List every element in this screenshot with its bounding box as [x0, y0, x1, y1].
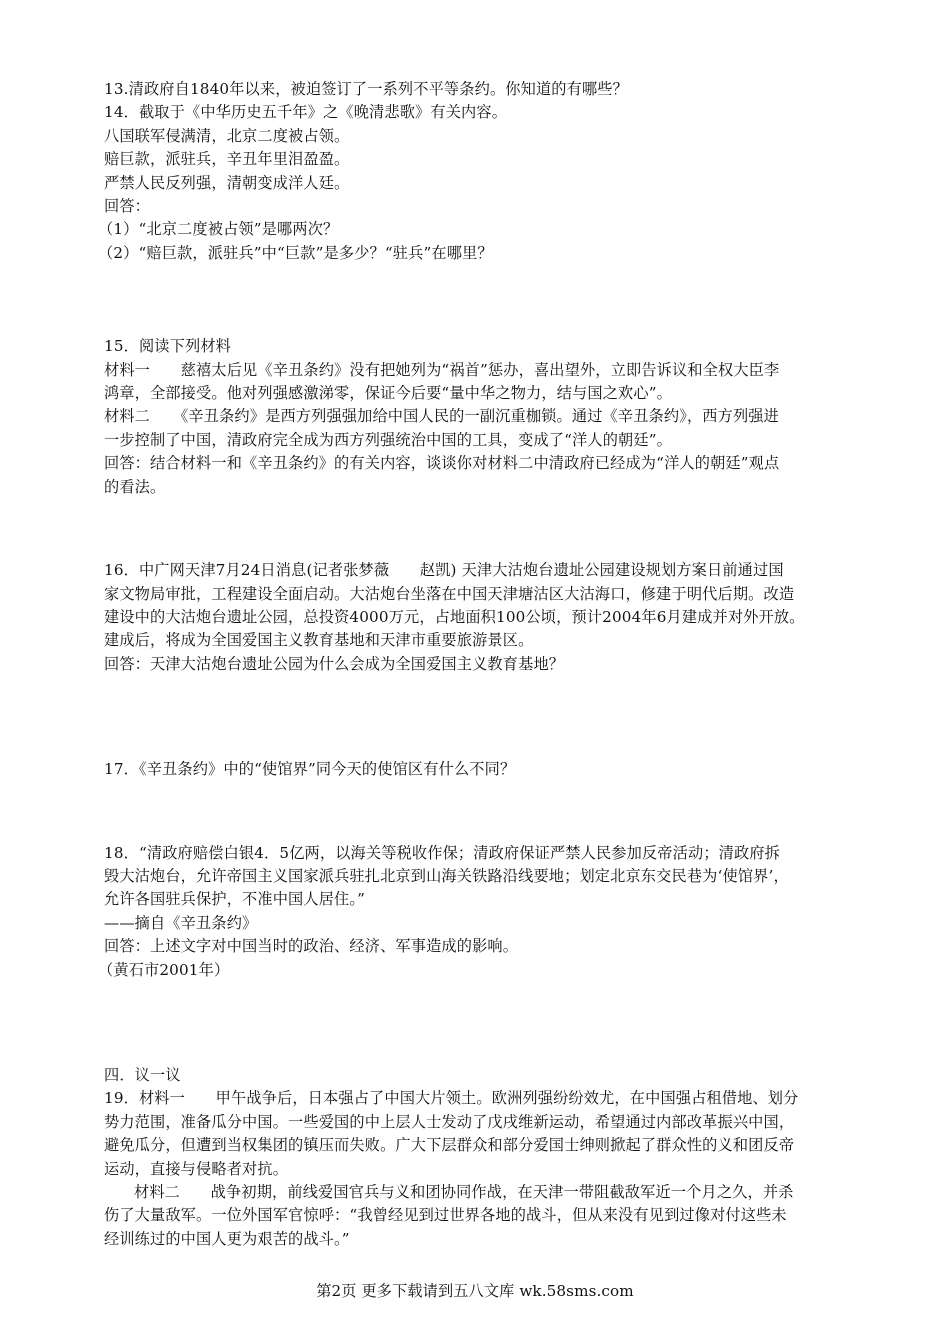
material-1-line-2: 鸿章，全部接受。他对列强感激涕零，保证今后要“量中华之物力，结与国之欢心”。 [104, 384, 672, 403]
question-14-title: 14．截取于《中华历史五千年》之《晚清悲歌》有关内容。 [104, 103, 508, 122]
poem-line-1: 八国联军侵满清，北京二度被占领。 [104, 126, 350, 145]
question-19-material-2-line-2: 伤了大量敌军。一位外国军官惊呼：“我曾经见到过世界各地的战斗，但从来没有见到过像对付这些未 [104, 1206, 787, 1225]
question-16-line-1: 16．中广网天津7月24日消息(记者张梦薇 赵凯) 天津大沽炮台遗址公园建设规划方案日前通过国 [104, 561, 784, 580]
material-2-line-1: 材料二 《辛丑条约》是西方列强强加给中国人民的一副沉重枷锁。通过《辛丑条约》，西方列强进 [104, 407, 779, 426]
question-16-answer: 回答：天津大沽炮台遗址公园为什么会成为全国爱国主义教育基地？ [104, 654, 565, 673]
question-16-line-3: 建设中的大沽炮台遗址公园，总投资4000万元，占地面积100公顷，预计2004年6月建成并对外开放。 [104, 607, 805, 626]
answer-label: 回答： [104, 197, 151, 216]
question-15-answer-line-2: 的看法。 [104, 477, 166, 496]
material-1-line-1: 材料一 慈禧太后见《辛丑条约》没有把她列为“祸首”惩办，喜出望外，立即告诉议和全权大臣李 [104, 360, 780, 379]
question-19-material-1-line-3: 避免瓜分，但遭到当权集团的镇压而失败。广大下层群众和部分爱国士绅则掀起了群众性的义和团反帝 [104, 1136, 795, 1155]
section-4-title: 四．议一议 [104, 1065, 181, 1084]
question-19-material-2-line-1: 材料二 战争初期，前线爱国官兵与义和团协同作战，在天津一带阻截敌军近一个月之久，并杀 [134, 1183, 794, 1201]
question-18-source: ——摘自《辛丑条约》 [104, 913, 258, 932]
question-18-line-2: 毁大沽炮台，允许帝国主义国家派兵驻扎北京到山海关铁路沿线要地；划定北京东交民巷为‘使馆界’， [104, 866, 789, 885]
question-19-material-2-line-3: 经训练过的中国人更为艰苦的战斗。” [104, 1229, 350, 1248]
material-2-line-2: 一步控制了中国，清政府完全成为西方列强统治中国的工具，变成了“洋人的朝廷”。 [104, 430, 672, 449]
question-15-answer-line-1: 回答：结合材料一和《辛丑条约》的有关内容，谈谈你对材料二中清政府已经成为“洋人的朝廷”观点 [104, 454, 780, 473]
question-18-answer: 回答：上述文字对中国当时的政治、经济、军事造成的影响。 [104, 937, 519, 956]
question-16-line-2: 家文物局审批，工程建设全面启动。大沽炮台坐落在中国天津塘沽区大沽海口，修建于明代后期。改造 [104, 584, 795, 603]
question-18-note: （黄石市2001年） [98, 960, 230, 979]
question-16-line-4: 建成后，将成为全国爱国主义教育基地和天津市重要旅游景区。 [104, 631, 534, 650]
question-13: 13.清政府自1840年以来，被迫签订了一系列不平等条约。你知道的有哪些？ [104, 80, 628, 98]
poem-line-2: 赔巨款，派驻兵，辛丑年里泪盈盈。 [104, 150, 350, 169]
page-footer: 第2页 更多下载请到五八文库 wk.58sms.com [316, 1282, 634, 1300]
question-19-material-1-line-4: 运动，直接与侵略者对抗。 [104, 1159, 289, 1178]
question-14-sub-1: （1）“北京二度被占领”是哪两次？ [98, 220, 339, 239]
question-17: 17．《辛丑条约》中的“使馆界”同今天的使馆区有什么不同？ [104, 760, 516, 779]
question-18-line-3: 允许各国驻兵保护，不准中国人居住。” [104, 890, 366, 909]
document-body [98, 78, 864, 1251]
poem-line-3: 严禁人民反列强，清朝变成洋人廷。 [104, 173, 350, 192]
question-18-line-1: 18．“清政府赔偿白银4．5亿两，以海关等税收作保；清政府保证严禁人民参加反帝活动；清政府拆 [104, 843, 781, 862]
question-14-sub-2: （2）“赔巨款，派驻兵”中“巨款”是多少？“驻兵”在哪里？ [98, 243, 493, 262]
question-15-title: 15．阅读下列材料 [104, 337, 231, 356]
question-19-material-1-line-1: 19．材料一 甲午战争后，日本强占了中国大片领土。欧洲列强纷纷效尤，在中国强占租借地、划分 [104, 1089, 799, 1108]
question-19-material-1-line-2: 势力范围，准备瓜分中国。一些爱国的中上层人士发动了戊戌维新运动，希望通过内部改革振兴中国， [104, 1112, 795, 1131]
